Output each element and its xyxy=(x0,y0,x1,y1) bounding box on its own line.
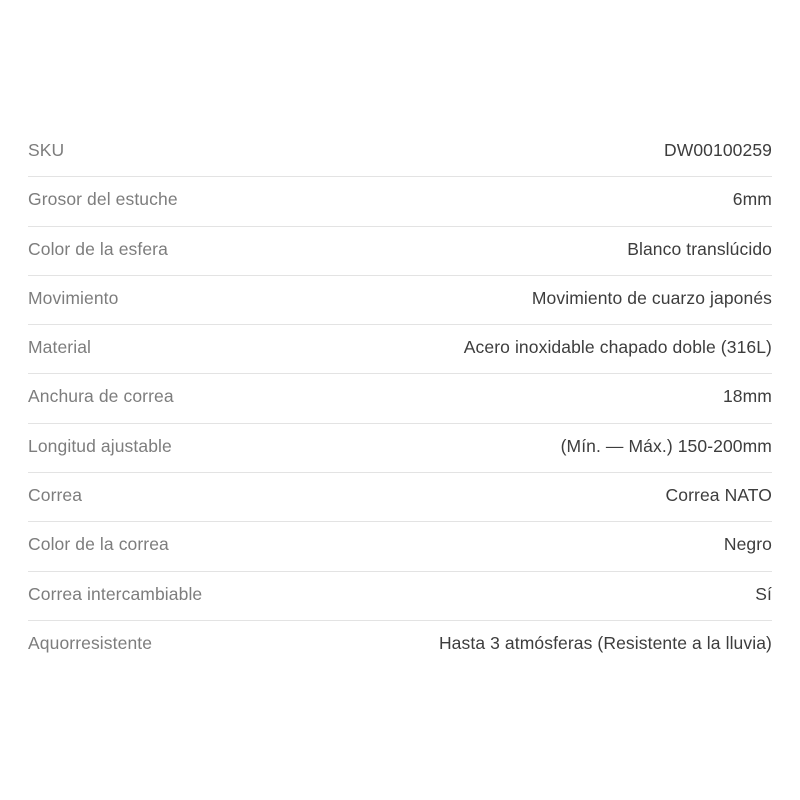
spec-label: Color de la esfera xyxy=(28,238,168,259)
spec-label: Grosor del estuche xyxy=(28,189,178,210)
spec-label: Movimiento xyxy=(28,287,119,308)
spec-row xyxy=(28,325,772,374)
spec-value: Movimiento de cuarzo japonés xyxy=(531,287,772,308)
spec-value: Sí xyxy=(755,583,772,604)
spec-value: Negro xyxy=(723,534,772,555)
spec-value: 6mm xyxy=(732,189,772,210)
spec-value: Correa NATO xyxy=(665,485,772,506)
spec-label: Anchura de correa xyxy=(28,386,174,407)
spec-value: Acero inoxidable chapado doble (316L) xyxy=(463,337,772,358)
spec-row xyxy=(28,473,772,522)
spec-row xyxy=(28,128,772,177)
spec-value: Blanco translúcido xyxy=(627,238,772,259)
spec-value: (Mín. — Máx.) 150-200mm xyxy=(560,435,772,456)
spec-row xyxy=(28,227,772,276)
spec-value: DW00100259 xyxy=(663,140,772,160)
spec-row xyxy=(28,177,772,226)
spec-value: 18mm xyxy=(722,386,772,407)
spec-row xyxy=(28,374,772,423)
spec-label: Correa xyxy=(28,485,83,506)
spec-label: Material xyxy=(28,337,92,358)
spec-label: Aquorresistente xyxy=(28,632,153,653)
spec-row xyxy=(28,424,772,473)
spec-row xyxy=(28,522,772,571)
spec-row xyxy=(28,572,772,621)
spec-value: Hasta 3 atmósferas (Resistente a la lluvia) xyxy=(438,632,772,653)
spec-label: Longitud ajustable xyxy=(28,435,172,456)
spec-row xyxy=(28,276,772,325)
spec-label: SKU xyxy=(28,140,65,160)
spec-label: Color de la correa xyxy=(28,534,169,555)
product-specification-table xyxy=(28,128,772,670)
spec-label: Correa intercambiable xyxy=(28,583,203,604)
spec-row xyxy=(28,621,772,670)
